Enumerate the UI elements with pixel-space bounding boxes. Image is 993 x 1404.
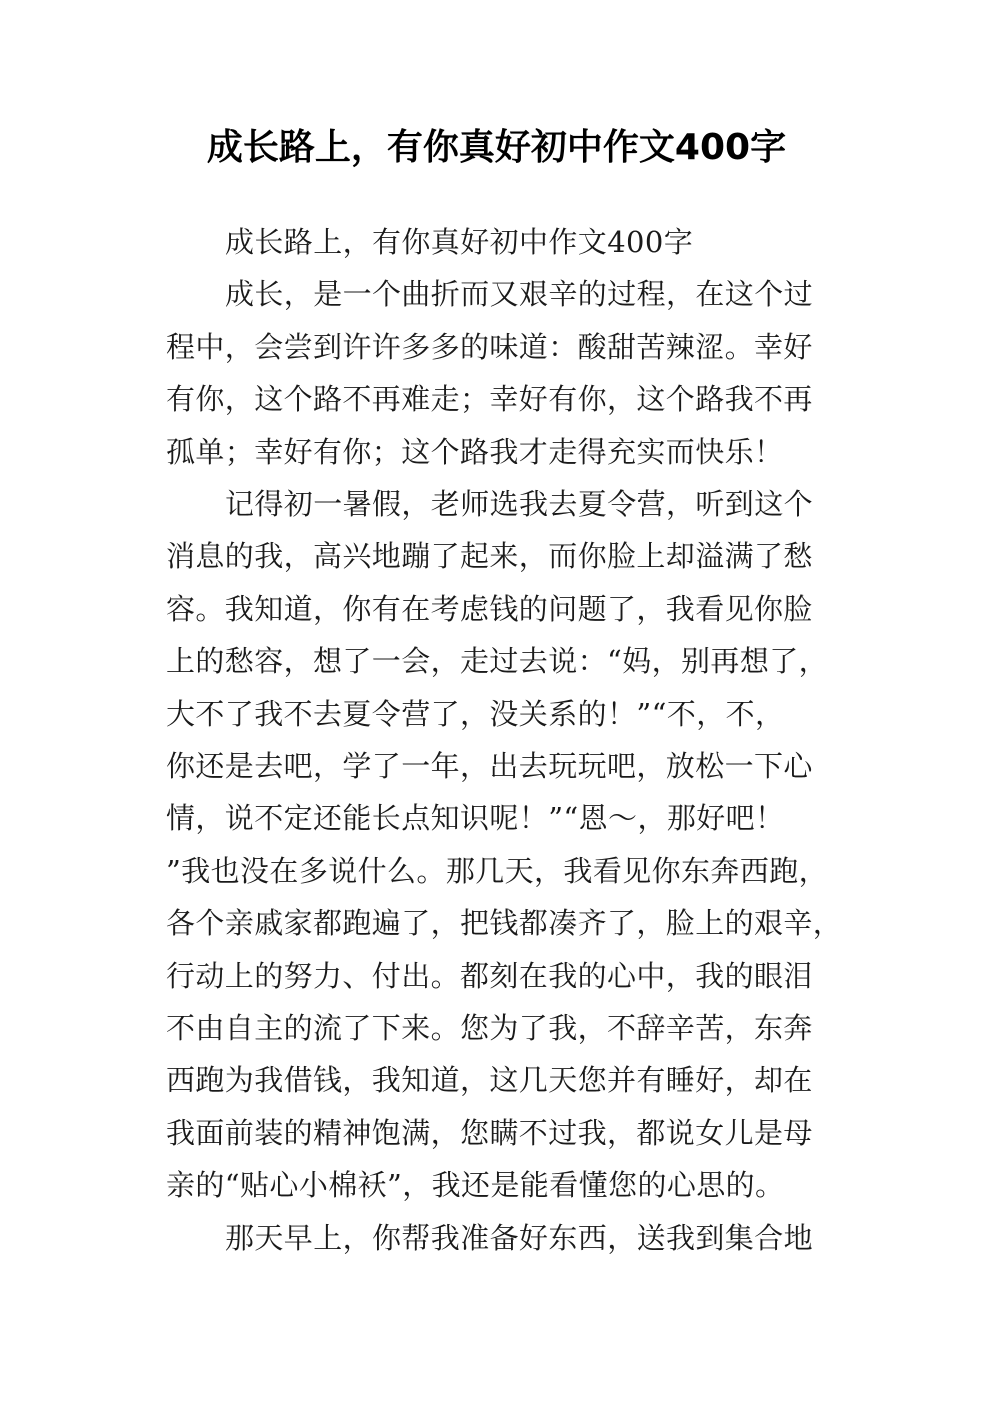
body-text-line: 成长，是一个曲折而又艰辛的过程，在这个过 xyxy=(225,277,814,312)
body-text-line: 孤单；幸好有你；这个路我才走得充实而快乐！ xyxy=(166,434,784,469)
body-text-line: 我面前装的精神饱满，您瞒不过我，都说女儿是母 xyxy=(166,1115,813,1150)
body-text-line: 你还是去吧，学了一年，出去玩玩吧，放松一下心 xyxy=(166,749,813,783)
body-text-line: 那天早上，你帮我准备好东西，送我到集合地 xyxy=(225,1220,814,1255)
body-text-line: 容。我知道，你有在考虑钱的问题了，我看见你脸 xyxy=(166,591,813,626)
body-text-line: 记得初一暑假，老师选我去夏令营，听到这个 xyxy=(225,487,814,521)
document-title: 成长路上，有你真好初中作文400字 xyxy=(206,127,787,168)
body-text-line: 上的愁容，想了一会，走过去说：“妈，别再想了， xyxy=(166,644,829,679)
body-text-line: 消息的我，高兴地蹦了起来，而你脸上却溢满了愁 xyxy=(166,539,813,574)
body-text-line: 情，说不定还能长点知识呢！”“恩～，那好吧！ xyxy=(166,801,785,836)
body-text-line: 有你，这个路不再难走；幸好有你，这个路我不再 xyxy=(166,382,813,417)
body-text-line: 程中，会尝到许许多多的味道：酸甜苦辣涩。幸好 xyxy=(166,329,813,364)
body-text-line: ”我也没在多说什么。那几天，我看见你东奔西跑， xyxy=(166,853,829,888)
body-text-line: 大不了我不去夏令营了，没关系的！”“不，不， xyxy=(166,696,785,731)
body-text-line: 成长路上，有你真好初中作文400字 xyxy=(225,225,694,259)
body-text-line: 各个亲戚家都跑遍了，把钱都凑齐了，脸上的艰辛， xyxy=(166,906,843,941)
body-text-line: 行动上的努力、付出。都刻在我的心中，我的眼泪 xyxy=(166,958,813,993)
body-text-line: 西跑为我借钱，我知道，这几天您并有睡好，却在 xyxy=(166,1063,813,1098)
body-text-line: 亲的“贴心小棉袄”，我还是能看懂您的心思的。 xyxy=(166,1168,785,1203)
body-text-line: 不由自主的流了下来。您为了我，不辞辛苦，东奔 xyxy=(166,1011,813,1045)
